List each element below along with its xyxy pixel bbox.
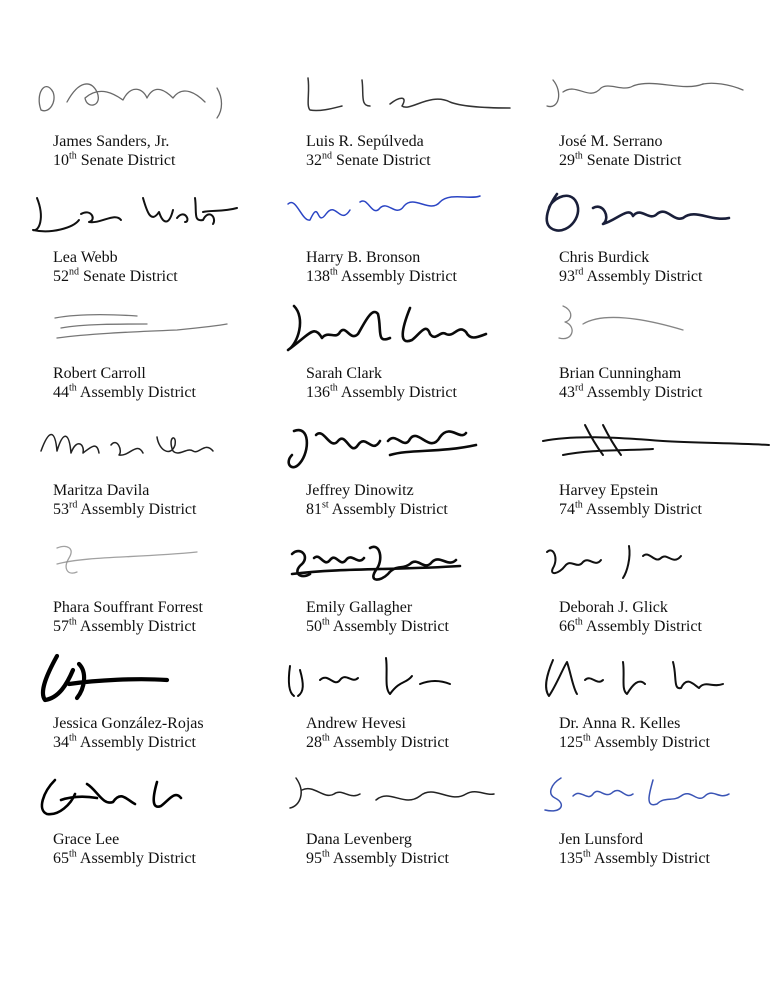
signature-stroke <box>673 662 723 688</box>
signature-stroke <box>292 566 460 574</box>
signer-name: Chris Burdick <box>559 249 650 266</box>
district-ordinal-suffix: th <box>322 732 330 744</box>
district-number: 44 <box>53 384 69 401</box>
signature-stroke <box>623 546 630 578</box>
signature-stroke <box>545 778 561 811</box>
signature-stroke <box>61 797 97 800</box>
district-ordinal-suffix: nd <box>69 266 79 278</box>
signer-name: Grace Lee <box>53 831 120 848</box>
signature-stroke <box>649 780 729 805</box>
district-number: 66 <box>559 618 575 635</box>
district-label: Assembly District <box>586 268 703 285</box>
signer-block <box>306 760 536 872</box>
signer-district <box>559 733 710 753</box>
signer-district <box>306 151 431 171</box>
signer-block <box>306 178 536 290</box>
signer-block <box>306 294 536 406</box>
signature-stroke <box>563 83 703 93</box>
signer-district <box>306 500 448 520</box>
signature-stroke <box>154 782 181 807</box>
district-label: Assembly District <box>79 734 196 751</box>
signer-district <box>53 151 175 171</box>
district-number: 74 <box>559 501 575 518</box>
signature-stroke <box>81 212 121 222</box>
district-ordinal-suffix: th <box>322 848 330 860</box>
signature-stroke <box>43 656 73 700</box>
district-number: 53 <box>53 501 69 518</box>
signature-stroke <box>39 87 54 111</box>
signer-block <box>559 528 776 640</box>
signer-district <box>559 849 710 869</box>
signer-district <box>306 617 449 637</box>
signer-district <box>53 617 196 637</box>
signature-stroke <box>386 658 412 694</box>
district-number: 135 <box>559 850 583 867</box>
signature-stroke <box>390 445 476 455</box>
signer-block <box>559 62 776 174</box>
signer-name: Brian Cunningham <box>559 365 682 382</box>
signer-district <box>306 733 449 753</box>
handwritten-signature <box>280 644 530 716</box>
signer-block <box>53 528 283 640</box>
handwritten-signature <box>27 62 277 134</box>
district-ordinal-suffix: th <box>69 732 77 744</box>
district-ordinal-suffix: th <box>575 150 583 162</box>
signer-name: Harry B. Bronson <box>306 249 421 266</box>
signature-stroke <box>57 546 77 573</box>
district-number: 28 <box>306 734 322 751</box>
signature-stroke <box>420 681 450 684</box>
district-ordinal-suffix: th <box>583 848 591 860</box>
signer-block <box>306 62 536 174</box>
handwritten-signature <box>27 644 277 716</box>
signer-district <box>306 267 457 287</box>
signer-block <box>559 411 776 523</box>
handwritten-signature <box>533 294 776 366</box>
handwritten-signature <box>280 528 530 600</box>
signer-block <box>53 62 283 174</box>
handwritten-signature <box>533 178 776 250</box>
signature-stroke <box>157 437 213 453</box>
district-label: Assembly District <box>593 850 710 867</box>
handwritten-signature <box>280 178 530 250</box>
signature-stroke <box>203 208 237 212</box>
district-label: Assembly District <box>332 734 449 751</box>
signature-stroke <box>298 670 303 696</box>
signature-stroke <box>143 198 173 222</box>
signer-block <box>53 644 283 756</box>
signature-stroke <box>362 80 370 106</box>
district-number: 32 <box>306 152 322 169</box>
signer-name: Emily Gallagher <box>306 599 413 616</box>
signature-stroke <box>290 778 301 808</box>
signature-stroke <box>623 662 645 694</box>
signer-block <box>306 644 536 756</box>
district-label: Assembly District <box>331 501 448 518</box>
signature-stroke <box>320 677 358 682</box>
handwritten-signature <box>27 178 277 250</box>
signature-stroke <box>573 790 633 796</box>
district-label: Assembly District <box>585 501 702 518</box>
district-ordinal-suffix: th <box>69 150 77 162</box>
signature-stroke <box>547 80 559 107</box>
district-label: Senate District <box>83 268 178 285</box>
signer-name: Harvey Epstein <box>559 482 659 499</box>
signature-stroke <box>57 552 197 564</box>
signer-block <box>53 411 283 523</box>
signer-district <box>306 849 449 869</box>
district-number: 10 <box>53 152 69 169</box>
signature-stroke <box>583 317 683 330</box>
signature-stroke <box>547 550 601 573</box>
handwritten-signature <box>533 644 776 716</box>
signer-name: Sarah Clark <box>306 365 382 382</box>
signer-name: José M. Serrano <box>559 133 663 150</box>
signature-stroke <box>288 306 390 350</box>
handwritten-signature <box>533 760 776 832</box>
district-ordinal-suffix: st <box>322 499 329 511</box>
district-number: 50 <box>306 618 322 635</box>
handwritten-signature <box>533 411 776 483</box>
signature-stroke <box>111 443 143 456</box>
handwritten-signature <box>280 760 530 832</box>
signer-name: Phara Souffrant Forrest <box>53 599 203 616</box>
handwritten-signature <box>27 528 277 600</box>
district-ordinal-suffix: th <box>575 616 583 628</box>
district-number: 57 <box>53 618 69 635</box>
district-ordinal-suffix: th <box>69 382 77 394</box>
signer-block <box>53 178 283 290</box>
signature-stroke <box>559 306 572 339</box>
signer-name: Dana Levenberg <box>306 831 412 848</box>
district-label: Assembly District <box>340 384 457 401</box>
handwritten-signature <box>280 62 530 134</box>
district-label: Assembly District <box>593 734 710 751</box>
signer-name: Lea Webb <box>53 249 118 266</box>
signer-name: Robert Carroll <box>53 365 146 382</box>
signer-name: Maritza Davila <box>53 482 150 499</box>
signer-district <box>559 267 702 287</box>
signer-name: Jen Lunsford <box>559 831 643 848</box>
handwritten-signature <box>533 62 776 134</box>
signer-block <box>306 528 536 640</box>
district-label: Assembly District <box>80 501 197 518</box>
district-label: Assembly District <box>332 618 449 635</box>
district-ordinal-suffix: rd <box>69 499 78 511</box>
district-number: 43 <box>559 384 575 401</box>
signature-stroke <box>703 83 743 90</box>
signer-district <box>559 500 702 520</box>
signature-stroke <box>87 784 135 804</box>
handwritten-signature <box>280 294 530 366</box>
signature-stroke <box>390 98 510 108</box>
district-number: 136 <box>306 384 330 401</box>
signer-block <box>559 294 776 406</box>
signer-district <box>53 383 196 403</box>
signature-stroke <box>585 678 603 681</box>
district-number: 93 <box>559 268 575 285</box>
district-ordinal-suffix: nd <box>322 150 332 162</box>
signer-block <box>53 760 283 872</box>
signature-stroke <box>388 431 466 443</box>
district-label: Assembly District <box>79 384 196 401</box>
district-label: Assembly District <box>332 850 449 867</box>
signature-stroke <box>41 435 99 454</box>
signature-stroke <box>61 324 147 328</box>
signature-stroke <box>403 308 486 341</box>
district-label: Assembly District <box>586 384 703 401</box>
district-label: Assembly District <box>79 850 196 867</box>
district-ordinal-suffix: th <box>322 616 330 628</box>
district-label: Assembly District <box>79 618 196 635</box>
handwritten-signature <box>27 411 277 483</box>
district-ordinal-suffix: th <box>69 848 77 860</box>
signer-name: Deborah J. Glick <box>559 599 668 616</box>
signature-stroke <box>55 315 137 318</box>
district-number: 52 <box>53 268 69 285</box>
signature-stroke <box>546 660 577 696</box>
signature-stroke <box>360 196 480 211</box>
signature-stroke <box>177 214 187 222</box>
district-ordinal-suffix: th <box>575 499 583 511</box>
signer-district <box>53 733 196 753</box>
signer-district <box>53 849 196 869</box>
signer-district <box>306 383 457 403</box>
signature-stroke <box>308 78 342 111</box>
signature-stroke <box>314 557 364 563</box>
district-ordinal-suffix: th <box>583 732 591 744</box>
signer-name: Jessica González-Rojas <box>53 715 204 732</box>
signer-block <box>306 411 536 523</box>
district-ordinal-suffix: rd <box>575 382 584 394</box>
signer-block <box>53 294 283 406</box>
signature-stroke <box>302 789 360 796</box>
signature-stroke <box>288 202 350 220</box>
district-number: 138 <box>306 268 330 285</box>
signer-district <box>53 500 196 520</box>
signature-stroke <box>33 198 79 231</box>
signature-stroke <box>376 792 494 800</box>
signature-stroke <box>593 207 729 224</box>
signer-block <box>559 644 776 756</box>
signer-district <box>559 383 702 403</box>
signer-name: Luis R. Sepúlveda <box>306 133 424 150</box>
district-number: 125 <box>559 734 583 751</box>
district-label: Assembly District <box>340 268 457 285</box>
district-ordinal-suffix: th <box>330 266 338 278</box>
signature-stroke <box>547 194 578 231</box>
district-label: Senate District <box>336 152 431 169</box>
district-number: 65 <box>53 850 69 867</box>
handwritten-signature <box>280 411 530 483</box>
district-label: Senate District <box>586 152 682 169</box>
signer-district <box>559 617 702 637</box>
signer-name: James Sanders, Jr. <box>53 133 170 150</box>
signer-block <box>559 760 776 872</box>
district-ordinal-suffix: th <box>69 616 77 628</box>
signer-block <box>559 178 776 290</box>
signer-name: Dr. Anna R. Kelles <box>559 715 681 732</box>
signature-stroke <box>217 88 222 118</box>
handwritten-signature <box>533 528 776 600</box>
handwritten-signature <box>27 760 277 832</box>
signature-stroke <box>289 666 294 696</box>
signature-stroke <box>643 554 681 559</box>
district-ordinal-suffix: rd <box>575 266 584 278</box>
signer-district <box>559 151 681 171</box>
signature-stroke <box>67 84 205 105</box>
district-number: 34 <box>53 734 69 751</box>
handwritten-signature <box>27 294 277 366</box>
signature-stroke <box>370 547 456 580</box>
district-number: 81 <box>306 501 322 518</box>
signer-district <box>53 267 178 287</box>
district-label: Assembly District <box>585 618 702 635</box>
signer-name: Andrew Hevesi <box>306 715 406 732</box>
signature-stroke <box>316 433 380 448</box>
district-number: 95 <box>306 850 322 867</box>
district-label: Senate District <box>80 152 176 169</box>
district-ordinal-suffix: th <box>330 382 338 394</box>
signer-name: Jeffrey Dinowitz <box>306 482 414 499</box>
signature-stroke <box>563 449 653 455</box>
signature-stroke <box>289 430 307 467</box>
signature-stroke <box>543 437 769 445</box>
district-number: 29 <box>559 152 575 169</box>
